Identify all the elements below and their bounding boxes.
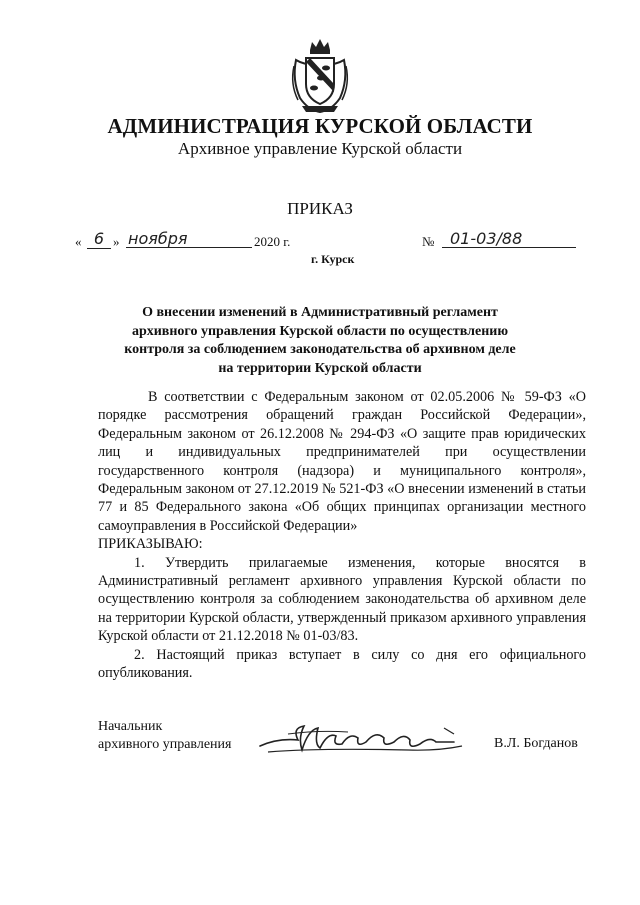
- signatory-name: В.Л. Богданов: [494, 736, 578, 751]
- preamble-paragraph: В соответствии с Федеральным законом от 02.05.2006 № 59-ФЗ «О порядке рассмотрения обращений граждан Российской Федерации», Федеральным законом от 26.12.2008 № 294-ФЗ «О защите прав юридических лиц и индивидуальных предпринимателей при осуществлении государственного контроля (надзора) и муниципального контроля», Федеральным законом от 27.12.2019 № 521-ФЗ «О внесении изменений в статьи 77 и 85 Федерального закона «Об общих принципах организации местного самоуправления в Российской Федерации»: [98, 389, 586, 534]
- signatory-position-line1: Начальник: [98, 719, 163, 734]
- department-subtitle: Архивное управление Курской области: [177, 139, 463, 158]
- signatory-position-line2: архивного управления: [98, 737, 232, 752]
- coat-of-arms-icon: [288, 36, 352, 114]
- document-number: 01-03/88: [442, 230, 576, 248]
- order-item-1: 1. Утвердить прилагаемые изменения, которые вносятся в Административный регламент архивного управления Курской области по осуществлению контроля за соблюдением законодательства об архивном деле на территории Курской области, утвержденный приказом архивного управления Курской области от 21.12.2018 № 01-03/83.: [98, 554, 586, 645]
- order-word: ПРИКАЗЫВАЮ:: [98, 536, 203, 553]
- city: г. Курск: [311, 252, 355, 266]
- date-year: 2020 г.: [254, 234, 291, 249]
- organization-title: АДМИНИСТРАЦИЯ КУРСКОЙ ОБЛАСТИ: [107, 114, 533, 138]
- date-day: 6: [87, 230, 111, 249]
- signatory-position: [98, 718, 231, 754]
- handwritten-signature-icon: [258, 720, 468, 760]
- document-type: ПРИКАЗ: [287, 199, 353, 218]
- date-open-quote: «: [75, 234, 82, 249]
- order-item-2: 2. Настоящий приказ вступает в силу со дня его официального опубликования.: [98, 646, 586, 682]
- number-sign: №: [422, 234, 435, 249]
- date-close-quote: »: [113, 234, 120, 249]
- document-body: [98, 388, 586, 683]
- date-month: ноября: [126, 230, 252, 248]
- document-subject: О внесении изменений в Административный регламент архивного управления Курской области по осуществлению контроля за соблюдением законодательства об архивном деле на территории Курской области: [124, 305, 516, 376]
